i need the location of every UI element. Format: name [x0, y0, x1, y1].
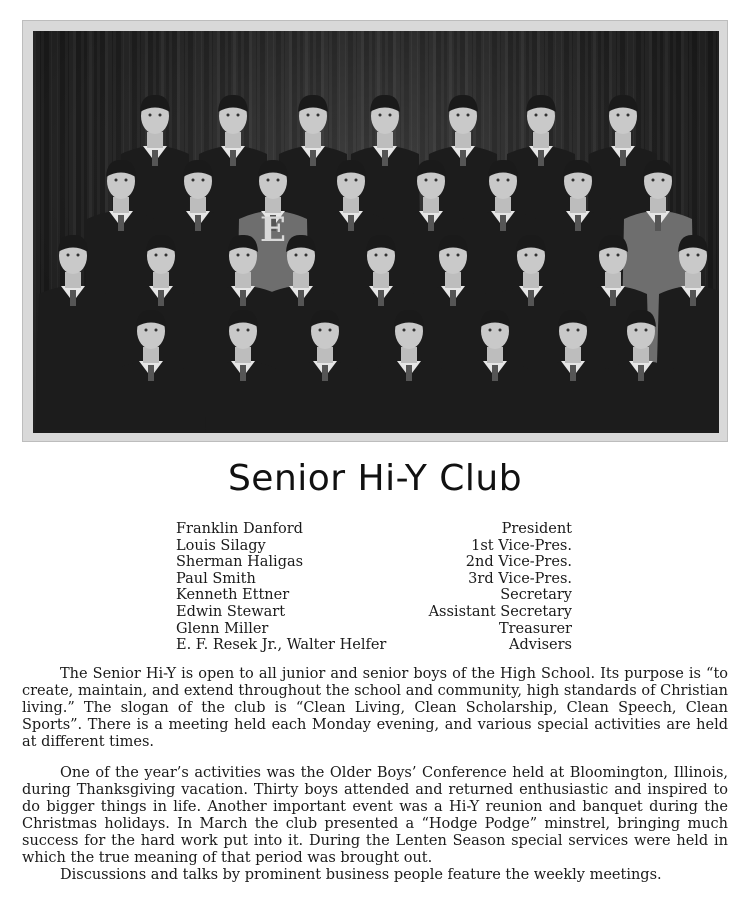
paragraph: Discussions and talks by prominent business people feature the weekly meetings. [60, 867, 662, 883]
person-eye [307, 114, 310, 117]
officer-name: Edwin Stewart [176, 603, 286, 620]
person-tie [322, 365, 328, 381]
officer-row [176, 637, 572, 654]
officer-name: E. F. Resek Jr., Walter Helfer [176, 637, 387, 654]
person-tie [348, 215, 354, 231]
officer-name: Glenn Miller [176, 620, 269, 637]
person-eye [687, 254, 690, 257]
person-tie [570, 365, 576, 381]
person-tie [298, 290, 304, 306]
officer-name: Paul Smith [176, 570, 256, 587]
person-eye [697, 254, 700, 257]
person-neck [190, 197, 206, 213]
person-tie [620, 150, 626, 166]
person-eye [277, 179, 280, 182]
person-eye [155, 329, 158, 332]
person-eye [267, 179, 270, 182]
person-tie [230, 150, 236, 166]
person-neck [153, 272, 169, 288]
person-eye [447, 254, 450, 257]
person-eye [237, 114, 240, 117]
person-neck [293, 272, 309, 288]
person-eye [329, 329, 332, 332]
person-tie [492, 365, 498, 381]
person-eye [145, 329, 148, 332]
person-tie [406, 365, 412, 381]
officer-name: Louis Silagy [176, 537, 266, 554]
officer-name: Sherman Haligas [176, 554, 304, 571]
person-eye [165, 254, 168, 257]
person-eye [155, 254, 158, 257]
person-neck [65, 272, 81, 288]
officer-row [176, 554, 572, 571]
person-eye [607, 254, 610, 257]
person-eye [125, 179, 128, 182]
person-eye [227, 114, 230, 117]
person-neck [615, 132, 631, 148]
officer-role: 1st Vice-Pres. [471, 537, 572, 554]
person-eye [355, 179, 358, 182]
person-eye [535, 254, 538, 257]
person-eye [345, 179, 348, 182]
person-tie [382, 150, 388, 166]
person-eye [467, 114, 470, 117]
person-eye [435, 179, 438, 182]
person-eye [67, 254, 70, 257]
paragraph: The Senior Hi-Y is open to all junior and senior boys of the High School. Its purpose is “to create, maintain, and extend throughout the school and community, high standards of Christian living.” The slogan of the club is “Clean Living, Clean Scholarship, Clean Speech, Clean Sports”. There is a meeting held each Monday evening, and various special activities are held at different times. [22, 666, 728, 750]
person-eye [202, 179, 205, 182]
person-eye [295, 254, 298, 257]
person-tie [655, 215, 661, 231]
person-tie [310, 150, 316, 166]
person-neck [373, 272, 389, 288]
person-eye [77, 254, 80, 257]
person-tie [450, 290, 456, 306]
person-eye [375, 254, 378, 257]
person-eye [425, 179, 428, 182]
person-eye [403, 329, 406, 332]
person-eye [457, 254, 460, 257]
person-tie [575, 215, 581, 231]
person-neck [685, 272, 701, 288]
person-tie [638, 365, 644, 381]
person-neck [143, 347, 159, 363]
person-neck [235, 272, 251, 288]
person-eye [379, 114, 382, 117]
person-neck [605, 272, 621, 288]
person-eye [525, 254, 528, 257]
person-neck [401, 347, 417, 363]
officer-role: 2nd Vice-Pres. [465, 554, 572, 571]
person-eye [577, 329, 580, 332]
person-eye [645, 329, 648, 332]
person-tie [148, 365, 154, 381]
person-neck [147, 132, 163, 148]
person-eye [192, 179, 195, 182]
person-tie [460, 150, 466, 166]
person-eye [457, 114, 460, 117]
person-eye [662, 179, 665, 182]
person-eye [115, 179, 118, 182]
person-eye [149, 114, 152, 117]
officer-row [176, 621, 572, 638]
person-eye [237, 329, 240, 332]
person-eye [499, 329, 502, 332]
person-neck [523, 272, 539, 288]
person-neck [487, 347, 503, 363]
person-tie [500, 215, 506, 231]
photo-frame [22, 20, 728, 442]
person-eye [489, 329, 492, 332]
person-tie [240, 290, 246, 306]
person-eye [652, 179, 655, 182]
person-neck [565, 347, 581, 363]
article-body [22, 666, 728, 884]
person-tie [118, 215, 124, 231]
person-tie [378, 290, 384, 306]
person-eye [572, 179, 575, 182]
person-eye [247, 254, 250, 257]
officers-list [176, 521, 572, 654]
officer-row [176, 521, 572, 538]
person-eye [317, 114, 320, 117]
person-eye [617, 254, 620, 257]
officer-row [176, 587, 572, 604]
person-tie [528, 290, 534, 306]
officer-role: Assistant Secretary [428, 603, 572, 620]
person-eye [582, 179, 585, 182]
person-eye [635, 329, 638, 332]
person-tie [152, 150, 158, 166]
officer-role: Secretary [500, 587, 572, 604]
person-eye [159, 114, 162, 117]
paragraph: One of the year’s activities was the Older Boys’ Conference held at Bloomington, Illinois, during Thanksgiving vacation. Thirty boys attended and returned enthusiastic and inspired to do bigger things in life. Another important event was a Hi-Y reunion and banquet during the Christmas holidays. In March the club presented a “Hodge Podge” minstrel, bringing much success for the hard work put into it. During the Lenten Season special services were held in which the true meaning of that period was brought out. [22, 765, 728, 866]
person-tie [538, 150, 544, 166]
person-tie [428, 215, 434, 231]
officer-row [176, 571, 572, 588]
officer-role: Advisers [509, 637, 572, 654]
person-tie [158, 290, 164, 306]
group-photo [33, 31, 719, 433]
person-tie [240, 365, 246, 381]
person-neck [305, 132, 321, 148]
person-tie [70, 290, 76, 306]
page-title: Senior Hi-Y Club [227, 458, 523, 499]
group-photo-illustration [33, 31, 719, 433]
person-tie [610, 290, 616, 306]
person-eye [617, 114, 620, 117]
person-eye [319, 329, 322, 332]
person-neck [225, 132, 241, 148]
person-eye [305, 254, 308, 257]
person-tie [195, 215, 201, 231]
person-eye [627, 114, 630, 117]
officer-role: 3rd Vice-Pres. [468, 570, 572, 587]
person-eye [385, 254, 388, 257]
person-neck [533, 132, 549, 148]
person-eye [247, 329, 250, 332]
person-eye [237, 254, 240, 257]
officer-row [176, 604, 572, 621]
officer-role: Treasurer [498, 620, 572, 637]
person-eye [567, 329, 570, 332]
person-neck [235, 347, 251, 363]
person-neck [317, 347, 333, 363]
officer-row [176, 538, 572, 555]
person-neck [650, 197, 666, 213]
person-tie [690, 290, 696, 306]
person-eye [535, 114, 538, 117]
person-eye [413, 329, 416, 332]
person-eye [545, 114, 548, 117]
person-neck [633, 347, 649, 363]
officer-name: Franklin Danford [176, 521, 303, 537]
person-neck [445, 272, 461, 288]
person-neck [455, 132, 471, 148]
person-eye [507, 179, 510, 182]
person-neck [113, 197, 129, 213]
officer-name: Kenneth Ettner [176, 587, 290, 604]
person-eye [389, 114, 392, 117]
person-body [35, 286, 111, 433]
person-neck [377, 132, 393, 148]
officer-role: President [501, 521, 572, 537]
person-neck [423, 197, 439, 213]
person-neck [343, 197, 359, 213]
person-neck [570, 197, 586, 213]
sweater-letter: E [260, 210, 286, 250]
person-neck [495, 197, 511, 213]
person-eye [497, 179, 500, 182]
